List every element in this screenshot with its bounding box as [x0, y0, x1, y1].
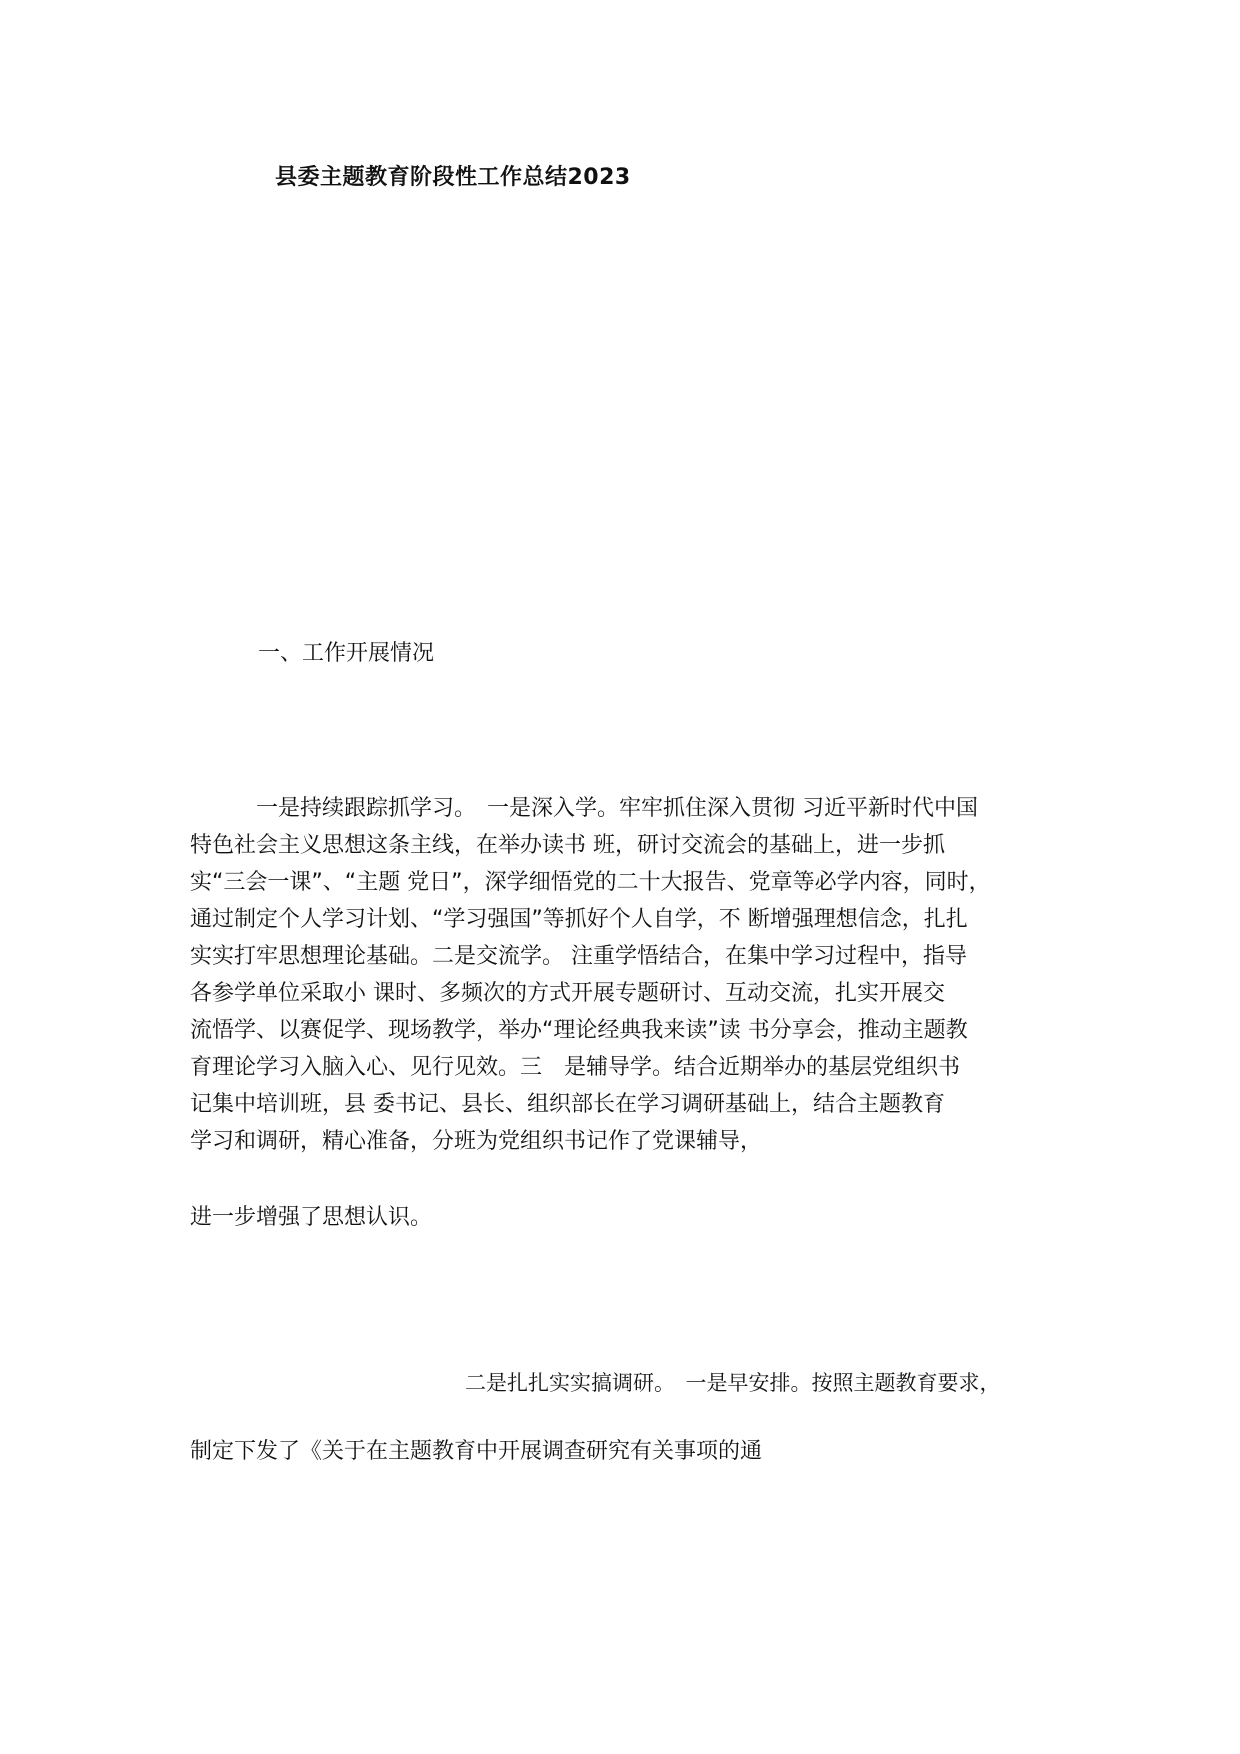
paragraph-line: 实“三会一课”、“主题 党日”，深学细悟党的二十大报告、党章等必学内容，同时，: [190, 870, 991, 895]
paragraph-line: 记集中培训班，县 委书记、县长、组织部长在学习调研基础上，结合主题教育: [190, 1092, 945, 1117]
paragraph-research-first-line: 二是扎扎实实搞调研。 一是早安排。按照主题教育要求，: [465, 1371, 1001, 1395]
paragraph-line: 学习和调研，精心准备，分班为党组织书记作了党课辅导，: [190, 1129, 763, 1154]
paragraph-study: [190, 790, 991, 1160]
paragraph-line: 通过制定个人学习计划、“学习强国”等抓好个人自学，不 断增强理想信念，扎扎: [190, 907, 968, 932]
document-title: 县委主题教育阶段性工作总结2023: [275, 165, 631, 190]
paragraph-line: 实实打牢思想理论基础。二是交流学。 注重学悟结合，在集中学习过程中，指导: [190, 944, 967, 969]
paragraph-line: 进一步增强了思想认识。: [190, 1205, 433, 1230]
paragraph-line: 流悟学、以赛促学、现场教学，举办“理论经典我来读”读 书分享会，推动主题教: [190, 1018, 968, 1043]
paragraph-study-tail: [190, 1199, 432, 1236]
paragraph-line: 各参学单位采取小 课时、多频次的方式开展专题研讨、互动交流，扎实开展交: [190, 981, 945, 1006]
paragraph-research-second-line: 制定下发了《关于在主题教育中开展调查研究有关事项的通: [190, 1439, 763, 1464]
paragraph-line: 一是持续跟踪抓学习。 一是深入学。牢牢抓住深入贯彻 习近平新时代中国: [256, 796, 978, 821]
section-heading: 一、工作开展情况: [258, 641, 435, 666]
paragraph-line: 特色社会主义思想这条主线，在举办读书 班，研讨交流会的基础上，进一步抓: [190, 833, 945, 858]
paragraph-line: 育理论学习入脑入心、见行见效。三 是辅导学。结合近期举办的基层党组织书: [190, 1055, 961, 1080]
